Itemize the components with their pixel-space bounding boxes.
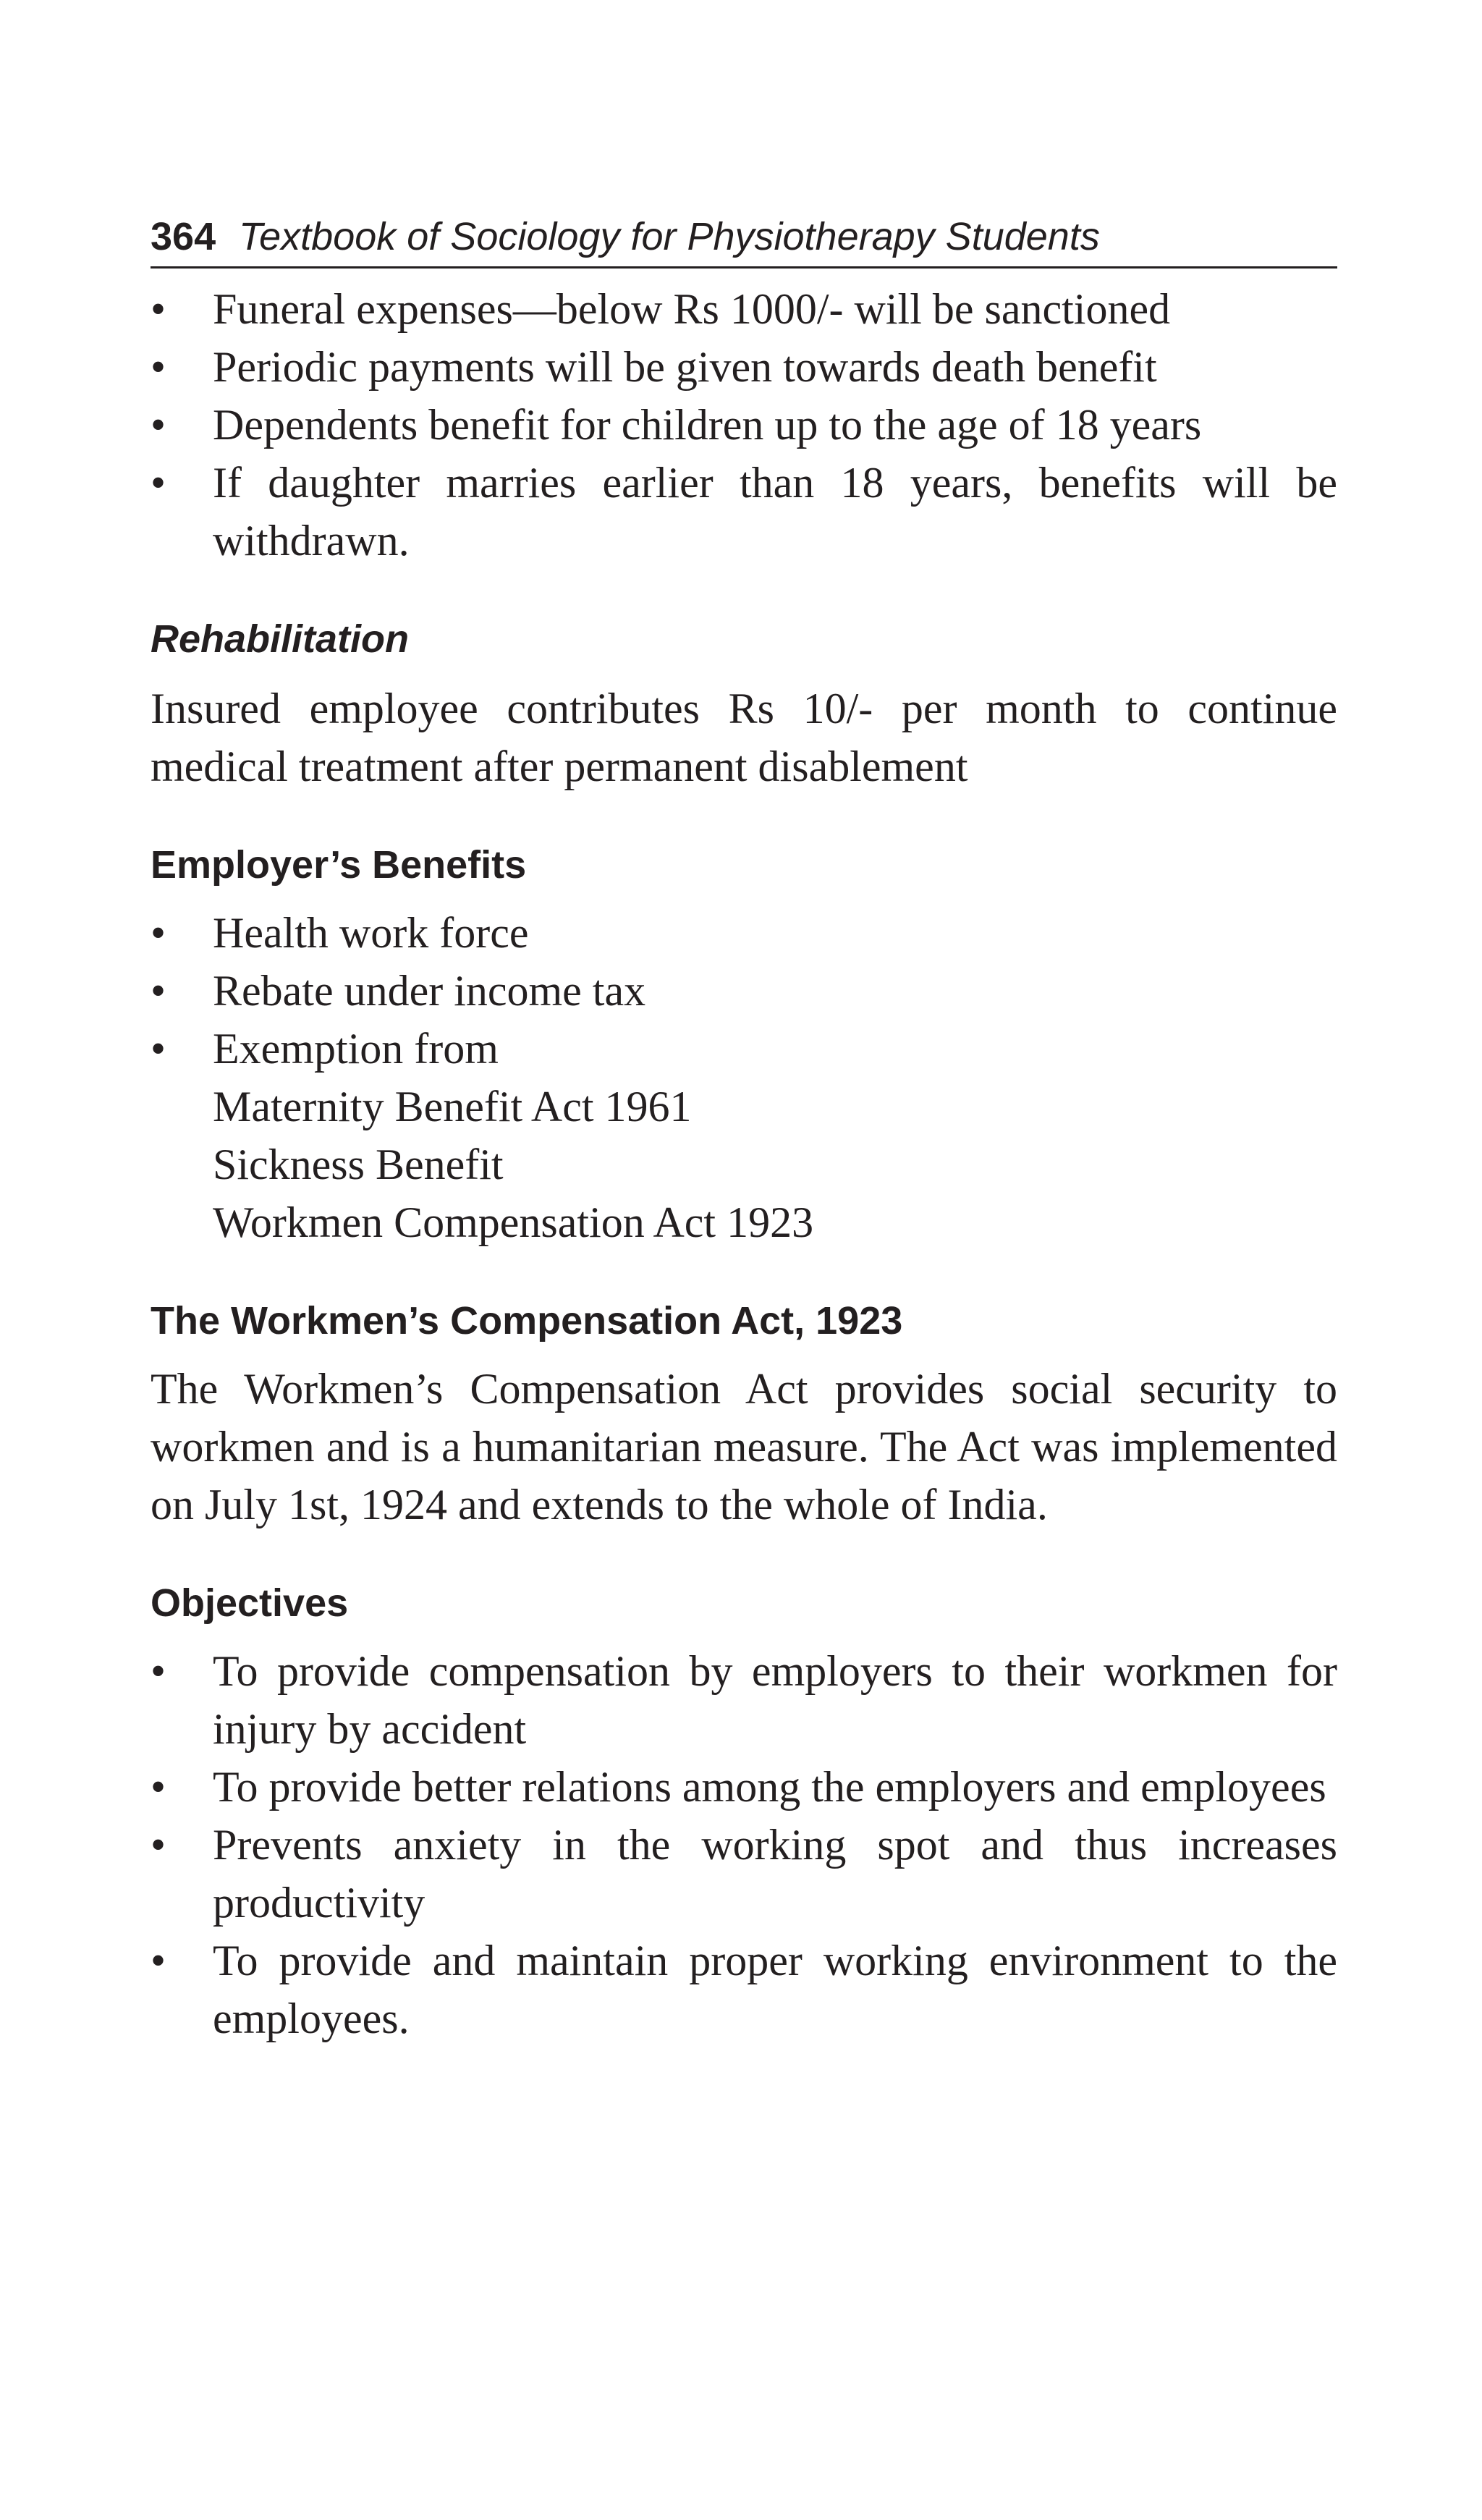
bullet-icon: • [151, 459, 166, 507]
list-item: • To provide and maintain proper working environment to the employees. [151, 1932, 1337, 2047]
employers-benefits-list [151, 904, 1337, 1078]
bullet-icon: • [151, 1763, 166, 1811]
bullet-icon: • [151, 909, 166, 957]
list-item: • Funeral expenses—below Rs 1000/- will be sanctioned [151, 280, 1337, 338]
page-number: 364 [151, 215, 216, 258]
death-benefit-list [151, 280, 1337, 570]
bullet-icon: • [151, 1821, 166, 1869]
rehabilitation-paragraph: Insured employee contributes Rs 10/- per month to continue medical treatment after permanent disablement [151, 685, 1337, 790]
employers-benefits-heading: Employer’s Benefits [151, 843, 527, 887]
list-item: • Exemption from [151, 1020, 1337, 1078]
bullet-icon: • [151, 343, 166, 391]
bullet-icon: • [151, 1025, 166, 1073]
list-item: • Rebate under income tax [151, 962, 1337, 1020]
list-item: • To provide better relations among the employers and employees [151, 1758, 1337, 1816]
book-page [151, 217, 1337, 2047]
list-item: • Health work force [151, 904, 1337, 962]
running-header [151, 217, 1337, 269]
bullet-icon: • [151, 1647, 166, 1695]
rehabilitation-heading: Rehabilitation [151, 617, 410, 661]
exemption-list [151, 1078, 1337, 1251]
exemption-item: Workmen Compensation Act 1923 [213, 1198, 814, 1246]
objectives-heading: Objectives [151, 1581, 349, 1625]
exemption-item: Sickness Benefit [213, 1141, 504, 1188]
bullet-icon: • [151, 401, 166, 449]
list-item: • Periodic payments will be given towards death benefit [151, 338, 1337, 396]
workmens-act-heading: The Workmen’s Compensation Act, 1923 [151, 1299, 903, 1343]
bullet-icon: • [151, 967, 166, 1015]
workmens-act-paragraph: The Workmen’s Compensation Act provides social security to workmen and is a humanitarian measure. The Act was implemented on July 1st, 1924 and extends to the whole of India. [151, 1365, 1337, 1529]
exemption-item: Maternity Benefit Act 1961 [213, 1083, 692, 1130]
list-item: • Dependents benefit for children up to the age of 18 years [151, 396, 1337, 454]
bullet-icon: • [151, 1937, 166, 1984]
book-title: Textbook of Sociology for Physiotherapy Students [239, 215, 1100, 258]
list-item: • Prevents anxiety in the working spot and thus increases productivity [151, 1816, 1337, 1932]
list-item: • To provide compensation by employers to their workmen for injury by accident [151, 1642, 1337, 1758]
bullet-icon: • [151, 285, 166, 333]
objectives-list [151, 1642, 1337, 2047]
list-item: • If daughter marries earlier than 18 years, benefits will be withdrawn. [151, 454, 1337, 570]
